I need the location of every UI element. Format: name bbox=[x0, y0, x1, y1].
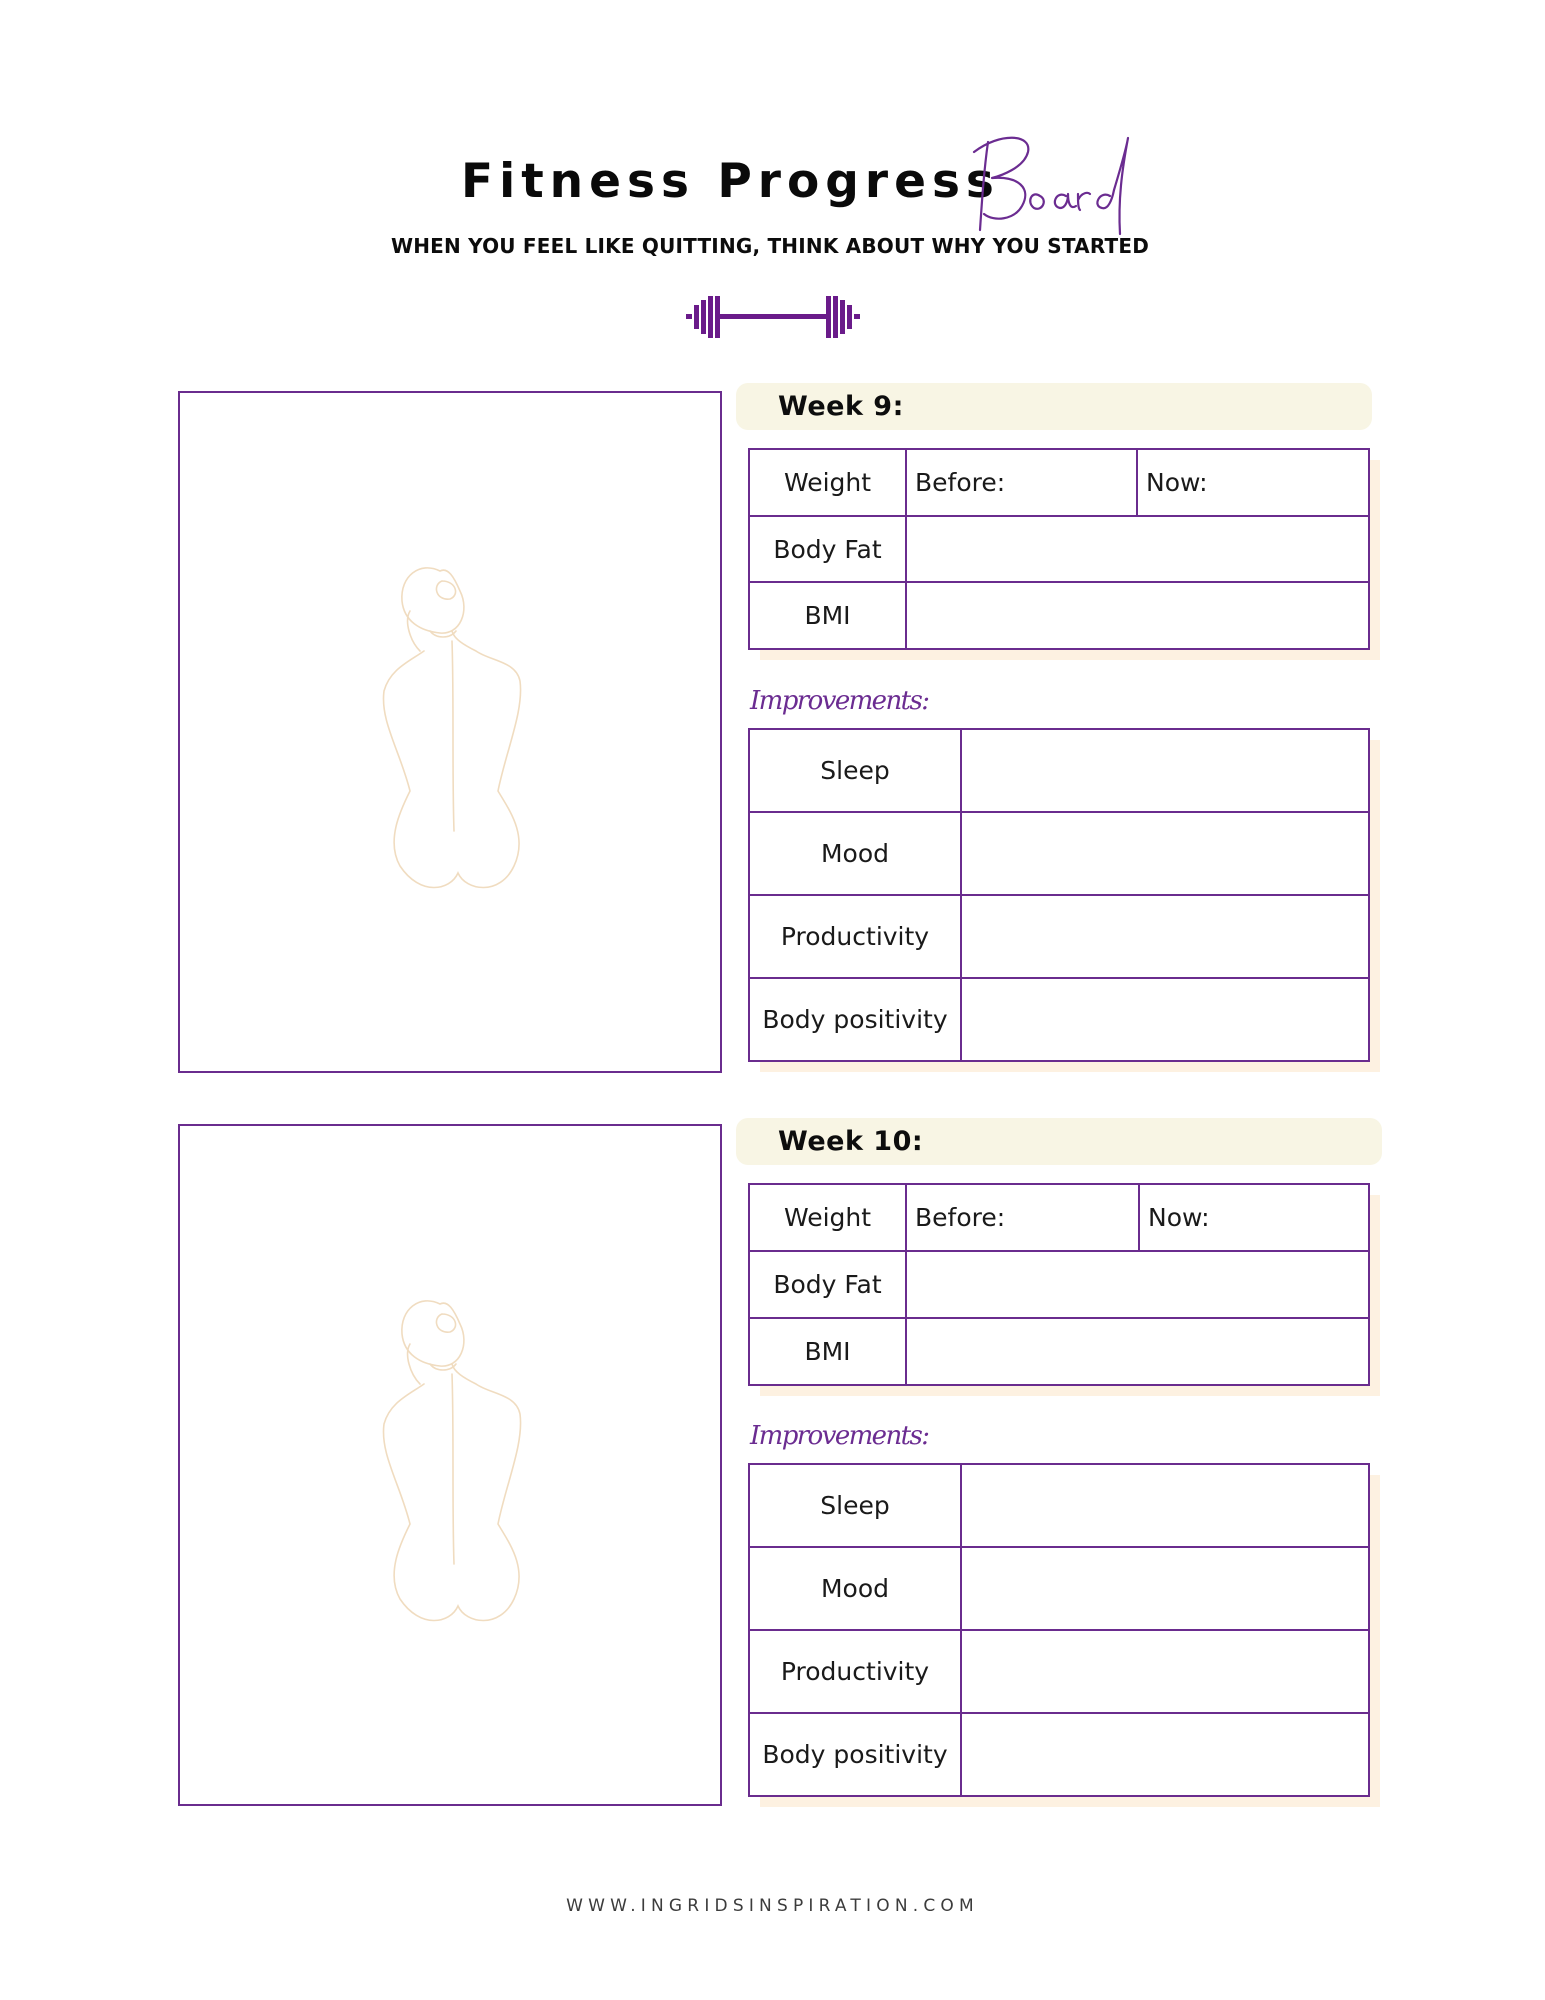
page-subtitle: WHEN YOU FEEL LIKE QUITTING, THINK ABOUT WHY YOU STARTED bbox=[390, 234, 1150, 258]
figure-line-art-icon bbox=[380, 1284, 530, 1636]
weight-before-field[interactable]: Before: bbox=[906, 449, 1137, 516]
board-script-title bbox=[970, 130, 1135, 240]
improvement-field-body-positivity[interactable] bbox=[961, 1713, 1369, 1796]
bmi-label: BMI bbox=[749, 1318, 906, 1385]
bmi-field[interactable] bbox=[906, 582, 1369, 649]
body-fat-field[interactable] bbox=[906, 1251, 1369, 1318]
improvement-field-productivity[interactable] bbox=[961, 1630, 1369, 1713]
measurements-table-week-9 bbox=[748, 448, 1370, 650]
improvement-label: Sleep bbox=[749, 729, 961, 812]
svg-text:Improvements:: Improvements: bbox=[750, 1421, 930, 1451]
weight-now-field[interactable]: Now: bbox=[1137, 449, 1369, 516]
dumbbell-icon bbox=[686, 294, 860, 340]
improvements-heading-week-9 bbox=[748, 671, 948, 725]
improvement-label: Productivity bbox=[749, 895, 961, 978]
improvement-label: Body positivity bbox=[749, 978, 961, 1061]
week-9-label: Week 9: bbox=[778, 391, 904, 422]
improvement-field-productivity[interactable] bbox=[961, 895, 1369, 978]
bmi-field[interactable] bbox=[906, 1318, 1369, 1385]
improvement-field-sleep[interactable] bbox=[961, 1464, 1369, 1547]
improvement-field-mood[interactable] bbox=[961, 812, 1369, 895]
footer-website-url: WWW.INGRIDSINSPIRATION.COM bbox=[566, 1896, 979, 1916]
svg-text:Improvements:: Improvements: bbox=[750, 686, 930, 716]
body-fat-label: Body Fat bbox=[749, 1251, 906, 1318]
week-9-banner bbox=[736, 383, 1372, 430]
improvement-field-body-positivity[interactable] bbox=[961, 978, 1369, 1061]
week-10-label: Week 10: bbox=[778, 1126, 924, 1157]
page-title: Fitness Progress bbox=[461, 154, 1000, 209]
improvement-label: Body positivity bbox=[749, 1713, 961, 1796]
bmi-label: BMI bbox=[749, 582, 906, 649]
improvements-table-week-9 bbox=[748, 728, 1370, 1062]
improvement-label: Mood bbox=[749, 812, 961, 895]
measurements-table-week-10 bbox=[748, 1183, 1370, 1386]
improvement-label: Productivity bbox=[749, 1630, 961, 1713]
photo-placeholder-week-10[interactable] bbox=[178, 1124, 722, 1806]
improvement-field-sleep[interactable] bbox=[961, 729, 1369, 812]
body-fat-label: Body Fat bbox=[749, 516, 906, 582]
improvements-table-week-10 bbox=[748, 1463, 1370, 1797]
improvements-heading-week-10 bbox=[748, 1406, 948, 1460]
improvement-label: Mood bbox=[749, 1547, 961, 1630]
figure-line-art-icon bbox=[380, 551, 530, 903]
weight-now-field[interactable]: Now: bbox=[1139, 1184, 1369, 1251]
weight-before-field[interactable]: Before: bbox=[906, 1184, 1139, 1251]
weight-label: Weight bbox=[749, 1184, 906, 1251]
weight-label: Weight bbox=[749, 449, 906, 516]
improvement-field-mood[interactable] bbox=[961, 1547, 1369, 1630]
week-10-banner bbox=[736, 1118, 1382, 1165]
improvement-label: Sleep bbox=[749, 1464, 961, 1547]
body-fat-field[interactable] bbox=[906, 516, 1369, 582]
photo-placeholder-week-9[interactable] bbox=[178, 391, 722, 1073]
